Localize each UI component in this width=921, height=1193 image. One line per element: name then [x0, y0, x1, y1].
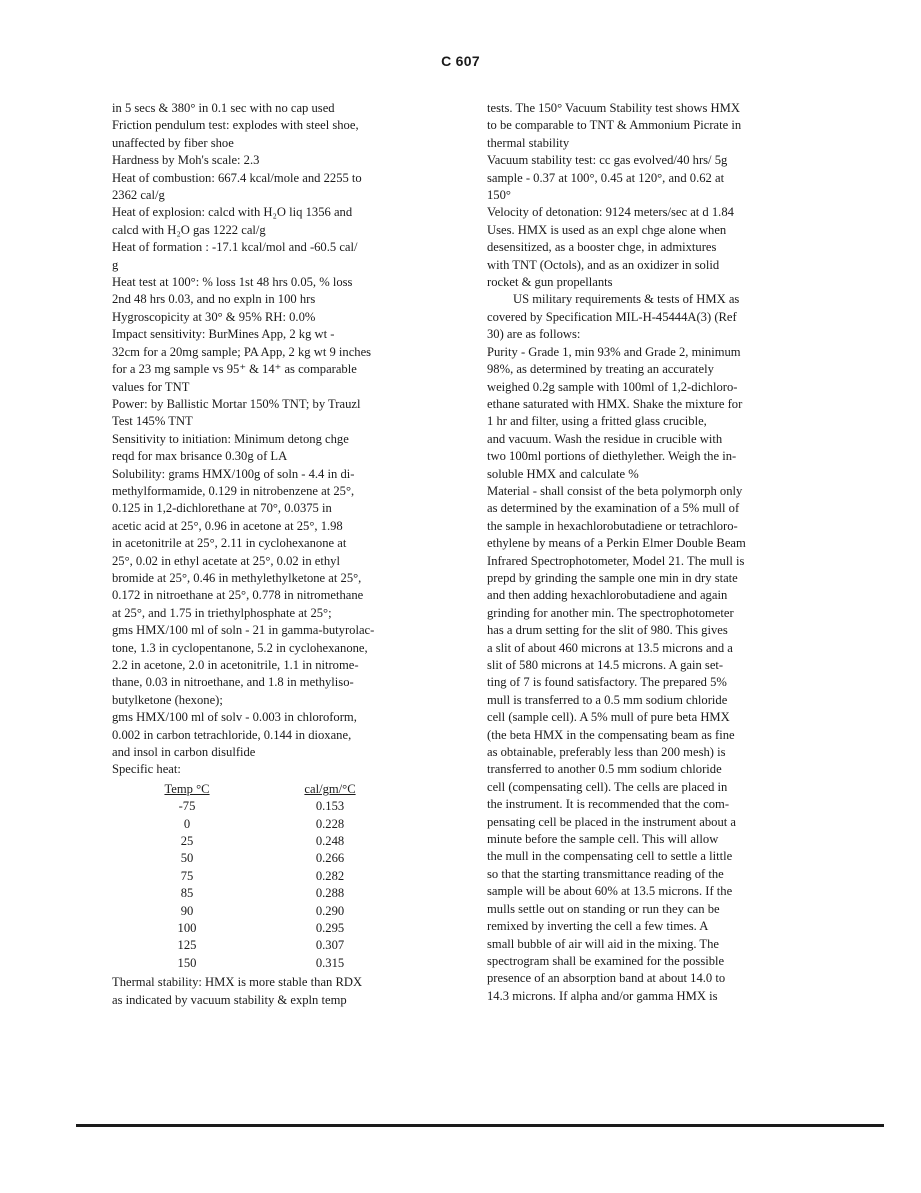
- text-line: 98%, as determined by treating an accurately: [487, 362, 714, 377]
- left-column-body: [112, 100, 456, 779]
- text-line: Specific heat:: [112, 762, 181, 777]
- text-line: Thermal stability: HMX is more stable than RDX: [112, 975, 363, 990]
- table-row: [112, 816, 456, 833]
- temp-cell: 125: [177, 938, 197, 953]
- table-row: [112, 920, 456, 937]
- temp-cell: 50: [180, 851, 194, 866]
- text-line: 0.125 in 1,2-dichlorethane at 70°, 0.0375 in: [112, 501, 332, 516]
- text-line: acetic acid at 25°, 0.96 in acetone at 25°, 1.98: [112, 518, 343, 533]
- cal-cell: 0.153: [315, 799, 345, 814]
- text-line: pensating cell be placed in the instrument about a: [487, 814, 736, 829]
- text-line: the instrument. It is recommended that the com-: [487, 797, 730, 812]
- table-row: [112, 937, 456, 954]
- text-line: has a drum setting for the slit of 980. This gives: [487, 623, 728, 638]
- cal-cell: 0.288: [315, 886, 345, 901]
- text-line: butylketone (hexone);: [112, 692, 223, 707]
- text-line: ethylene by means of a Perkin Elmer Double Beam: [487, 536, 746, 551]
- temp-cell: 75: [180, 868, 194, 883]
- cal-header: cal/gm/°C: [304, 781, 356, 796]
- temp-header: Temp °C: [164, 781, 210, 796]
- cal-cell: 0.295: [315, 920, 345, 935]
- text-line: unaffected by fiber shoe: [112, 135, 234, 150]
- text-line: ting of 7 is found satisfactory. The prepared 5%: [487, 675, 727, 690]
- text-line: as indicated by vacuum stability & expln temp: [112, 992, 347, 1007]
- text-line: 0.172 in nitroethane at 25°, 0.778 in nitromethane: [112, 588, 364, 603]
- text-line: in acetonitrile at 25°, 2.11 in cyclohexanone at: [112, 536, 347, 551]
- text-line: at 25°, and 1.75 in triethylphosphate at 25°;: [112, 605, 332, 620]
- temp-cell: -75: [178, 799, 196, 814]
- text-line: 25°, 0.02 in ethyl acetate at 25°, 0.02 in ethyl: [112, 553, 340, 568]
- text-line: cell (compensating cell). The cells are placed in: [487, 779, 728, 794]
- temp-cell: 100: [177, 920, 197, 935]
- text-line: small bubble of air will aid in the mixing. The: [487, 936, 720, 951]
- text-line: and then adding hexachlorobutadiene and again: [487, 588, 728, 603]
- text-line: transferred to another 0.5 mm sodium chloride: [487, 762, 722, 777]
- text-line: in 5 secs & 380° in 0.1 sec with no cap used: [112, 101, 335, 115]
- table-row: [112, 885, 456, 902]
- table-row: [112, 903, 456, 920]
- text-line: sample - 0.37 at 100°, 0.45 at 120°, and 0.62 at: [487, 170, 725, 185]
- temp-cell: 150: [177, 955, 197, 970]
- cal-cell: 0.290: [315, 903, 345, 918]
- text-line: Material - shall consist of the beta polymorph only: [487, 483, 743, 498]
- text-line: mulls settle out on standing or run they can be: [487, 901, 720, 916]
- text-line: Impact sensitivity: BurMines App, 2 kg wt -: [112, 327, 335, 342]
- text-line: for a 23 mg sample vs 95⁺ & 14⁺ as comparable: [112, 362, 357, 377]
- text-line: Heat test at 100°: % loss 1st 48 hrs 0.05, % loss: [112, 275, 353, 290]
- text-line: desensitized, as a booster chge, in admixtures: [487, 240, 717, 255]
- text-line: Test 145% TNT: [112, 414, 193, 429]
- text-line: Velocity of detonation: 9124 meters/sec at d 1.84: [487, 205, 734, 220]
- text-line: methylformamide, 0.129 in nitrobenzene at 25°,: [112, 483, 355, 498]
- text-line: Vacuum stability test: cc gas evolved/40 hrs/ 5g: [487, 153, 728, 168]
- text-line: cell (sample cell). A 5% mull of pure beta HMX: [487, 710, 730, 725]
- text-line: as obtainable, preferably less than 200 mesh) is: [487, 745, 726, 760]
- table-header-row: [112, 781, 456, 798]
- specific-heat-table: [112, 781, 456, 972]
- text-line: thermal stability: [487, 135, 570, 150]
- text-line: covered by Specification MIL-H-45444A(3) (Ref: [487, 309, 737, 324]
- text-line: reqd for max brisance 0.30g of LA: [112, 449, 288, 464]
- text-line: Infrared Spectrophotometer, Model 21. The mull is: [487, 553, 745, 568]
- text-line: and insol in carbon disulfide: [112, 745, 256, 760]
- text-line: US military requirements & tests of HMX as: [513, 292, 740, 307]
- cal-cell: 0.307: [315, 938, 345, 953]
- text-line: values for TNT: [112, 379, 190, 394]
- text-line: and vacuum. Wash the residue in crucible with: [487, 431, 723, 446]
- text-line: (the beta HMX in the compensating beam as fine: [487, 727, 735, 742]
- text-line: gms HMX/100 ml of soln - 21 in gamma-butyrolac-: [112, 623, 375, 638]
- text-line: 2nd 48 hrs 0.03, and no expln in 100 hrs: [112, 292, 316, 307]
- text-line: with TNT (Octols), and as an oxidizer in solid: [487, 257, 720, 272]
- text-line: 2362 cal/g: [112, 188, 165, 203]
- text-line: Power: by Ballistic Mortar 150% TNT; by Trauzl: [112, 396, 361, 411]
- text-line: weighed 0.2g sample with 100ml of 1,2-dichloro-: [487, 379, 738, 394]
- text-line: to be comparable to TNT & Ammonium Picrate in: [487, 118, 742, 133]
- text-line: 32cm for a 20mg sample; PA App, 2 kg wt 9 inches: [112, 344, 372, 359]
- left-column-tail: [112, 974, 456, 1009]
- text-line: rocket & gun propellants: [487, 275, 613, 290]
- text-line: minute before the sample cell. This will allow: [487, 832, 719, 847]
- text-line: 150°: [487, 188, 511, 203]
- text-line: the mull in the compensating cell to settle a little: [487, 849, 733, 864]
- text-line: spectrogram shall be examined for the possible: [487, 953, 725, 968]
- text-line: Friction pendulum test: explodes with steel shoe,: [112, 118, 359, 133]
- text-line: as determined by the examination of a 5% mull of: [487, 501, 740, 516]
- text-line: 2.2 in acetone, 2.0 in acetonitrile, 1.1 in nitrome-: [112, 658, 359, 672]
- table-row: [112, 833, 456, 850]
- text-line: 30) are as follows:: [487, 327, 581, 342]
- text-line: g: [112, 257, 119, 272]
- text-line: slit of 580 microns at 14.5 microns. A gain set-: [487, 658, 724, 672]
- cal-cell: 0.315: [315, 955, 345, 970]
- text-line: sample will be about 60% at 13.5 microns. If the: [487, 884, 733, 899]
- text-line: presence of an absorption band at about 14.0 to: [487, 971, 726, 986]
- text-line: Purity - Grade 1, min 93% and Grade 2, minimum: [487, 344, 741, 359]
- text-line: Heat of explosion: calcd with H₂O liq 1356 and: [112, 205, 353, 220]
- text-line: tests. The 150° Vacuum Stability test shows HMX: [487, 101, 740, 115]
- table-row: [112, 798, 456, 815]
- text-line: tone, 1.3 in cyclopentanone, 5.2 in cyclohexanone,: [112, 640, 368, 655]
- text-line: mull is transferred to a 0.5 mm sodium chloride: [487, 692, 728, 707]
- text-line: Hygroscopicity at 30° & 95% RH: 0.0%: [112, 309, 316, 324]
- cal-cell: 0.266: [315, 851, 345, 866]
- cal-cell: 0.228: [315, 816, 345, 831]
- text-line: 0.002 in carbon tetrachloride, 0.144 in dioxane,: [112, 727, 352, 742]
- table-row: [112, 868, 456, 885]
- bottom-rule: [76, 1124, 884, 1127]
- text-line: a slit of about 460 microns at 13.5 microns and a: [487, 640, 733, 655]
- cal-cell: 0.282: [315, 868, 345, 883]
- text-line: the sample in hexachlorobutadiene or tetrachloro-: [487, 518, 738, 533]
- cal-cell: 0.248: [315, 834, 345, 849]
- text-line: prepd by grinding the sample one min in dry state: [487, 570, 738, 585]
- left-column: [112, 100, 456, 1009]
- text-line: soluble HMX and calculate %: [487, 466, 639, 481]
- text-line: Uses. HMX is used as an expl chge alone when: [487, 222, 727, 237]
- text-line: Heat of combustion: 667.4 kcal/mole and 2255 to: [112, 170, 362, 185]
- right-column: [487, 100, 832, 1005]
- table-body: [112, 798, 456, 972]
- temp-cell: 0: [183, 816, 191, 831]
- text-line: Sensitivity to initiation: Minimum detong chge: [112, 431, 349, 446]
- temp-cell: 85: [180, 886, 194, 901]
- text-line: remixed by inverting the cell a few times. A: [487, 919, 709, 934]
- text-line: grinding for another min. The spectrophotometer: [487, 605, 734, 620]
- text-line: Heat of formation : -17.1 kcal/mol and -60.5 cal/: [112, 240, 358, 255]
- text-line: 1 hr and filter, using a fritted glass crucible,: [487, 414, 707, 429]
- text-line: ethane saturated with HMX. Shake the mixture for: [487, 396, 743, 411]
- text-line: bromide at 25°, 0.46 in methylethylketone at 25°,: [112, 570, 362, 585]
- text-line: gms HMX/100 ml of solv - 0.003 in chloroform,: [112, 710, 357, 725]
- text-line: calcd with H₂O gas 1222 cal/g: [112, 222, 266, 237]
- text-line: Hardness by Moh's scale: 2.3: [112, 153, 260, 168]
- text-line: 14.3 microns. If alpha and/or gamma HMX is: [487, 988, 718, 1003]
- right-column-body: [487, 100, 832, 1005]
- temp-cell: 90: [180, 903, 194, 918]
- table-row: [112, 850, 456, 867]
- text-line: so that the starting transmittance reading of the: [487, 866, 724, 881]
- temp-cell: 25: [180, 834, 194, 849]
- table-row: [112, 955, 456, 972]
- text-line: thane, 0.03 in nitroethane, and 1.8 in methyliso-: [112, 675, 354, 690]
- text-line: two 100ml portions of diethylether. Weigh the in-: [487, 449, 737, 464]
- text-line: Solubility: grams HMX/100g of soln - 4.4 in di-: [112, 466, 355, 481]
- page-number: C 607: [441, 53, 480, 69]
